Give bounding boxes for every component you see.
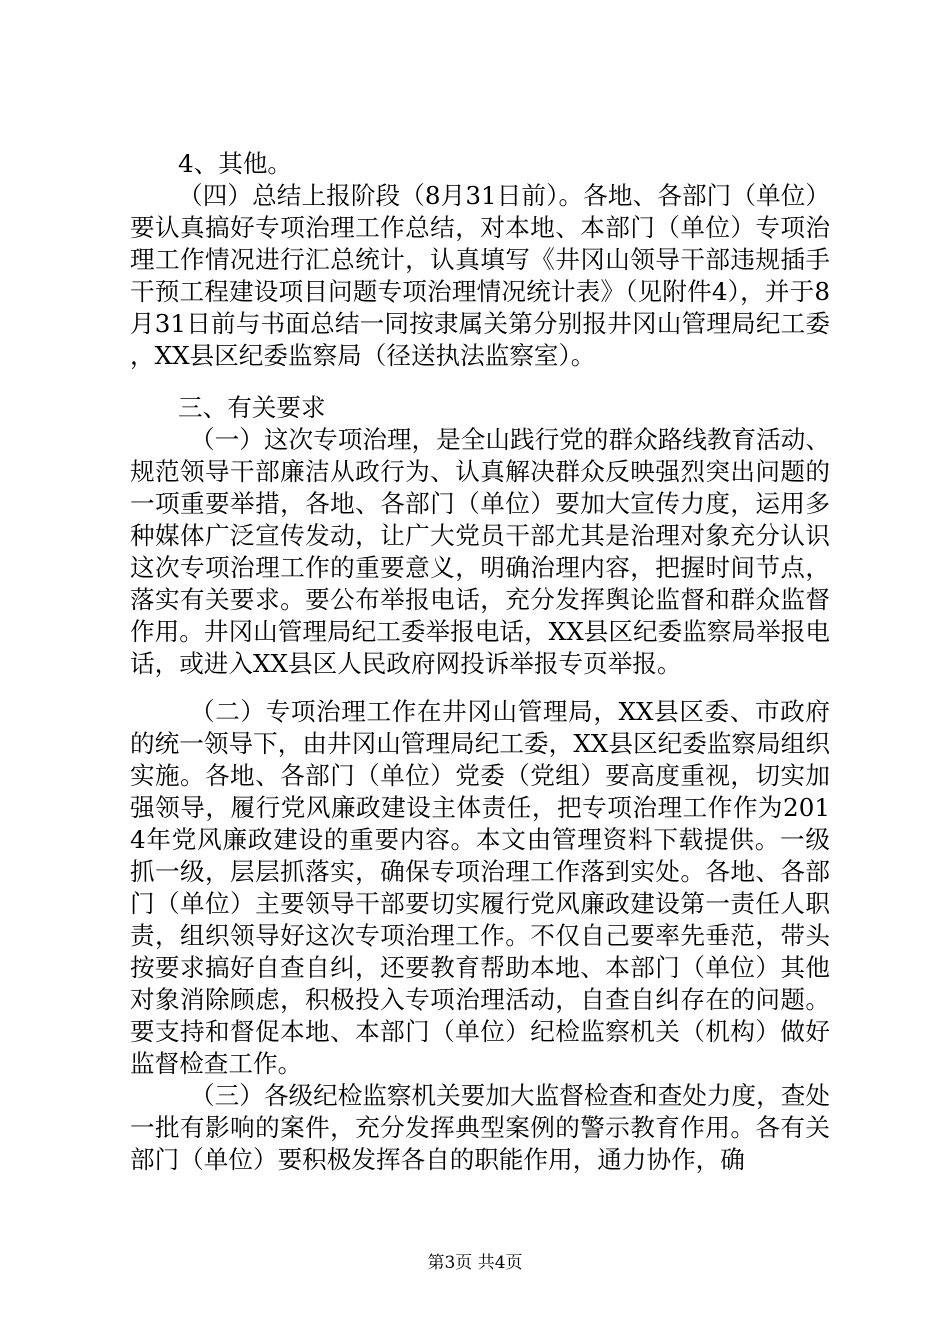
paragraph-requirement-1: （一）这次专项治理，是全山践行党的群众路线教育活动、规范领导干部廉洁从政行为、认真解决群众反映强烈突出问题的一项重要举措，各地、各部门（单位）要加大宣传力度，运用多种媒体广泛宣传发动，让广大党员干部尤其是治理对象充分认识这次专项治理工作的重要意义，明确治理内容，把握时间节点，落实有关要求。要公布举报电话，充分发挥舆论监督和群众监督作用。井冈山管理局纪工委举报电话，XX县区纪委监察局举报电话，或进入XX县区人民政府网投诉举报专页举报。 [130, 425, 830, 678]
section-heading-requirements: 三、有关要求 [178, 393, 326, 422]
document-body [130, 148, 830, 1176]
page-footer: 第3页 共4页 [427, 1253, 523, 1273]
paragraph-other: 4、其他。 [178, 149, 293, 178]
paragraph-requirement-2: （二）专项治理工作在井冈山管理局，XX县区委、市政府的统一领导下，由井冈山管理局纪工委，XX县区纪委监察局组织实施。各地、各部门（单位）党委（党组）要高度重视，切实加强领导，履行党风廉政建设主体责任，把专项治理工作作为2014年党风廉政建设的重要内容。本文由管理资料下载提供。一级抓一级，层层抓落实，确保专项治理工作落到实处。各地、各部门（单位）主要领导干部要切实履行党风廉政建设第一责任人职责，组织领导好这次专项治理工作。不仅自己要率先垂范，带头按要求搞好自查自纠，还要教育帮助本地、本部门（单位）其他对象消除顾虑，积极投入专项治理活动，自查自纠存在的问题。要支持和督促本地、本部门（单位）纪检监察机关（机构）做好监督检查工作。 [130, 697, 830, 1078]
paragraph-requirement-3: （三）各级纪检监察机关要加大监督检查和查处力度，查处一批有影响的案件，充分发挥典型案例的警示教育作用。各有关部门（单位）要积极发挥各自的职能作用，通力协作，确 [130, 1081, 830, 1174]
paragraph-summary-stage: （四）总结上报阶段（8月31日前）。各地、各部门（单位）要认真搞好专项治理工作总结，对本地、本部门（单位）专项治理工作情况进行汇总统计，认真填写《井冈山领导干部违规插手干预工程建设项目问题专项治理情况统计表》（见附件4），并于8月31日前与书面总结一同按隶属关第分别报井冈山管理局纪工委，XX县区纪委监察局（径送执法监察室）。 [130, 181, 830, 370]
